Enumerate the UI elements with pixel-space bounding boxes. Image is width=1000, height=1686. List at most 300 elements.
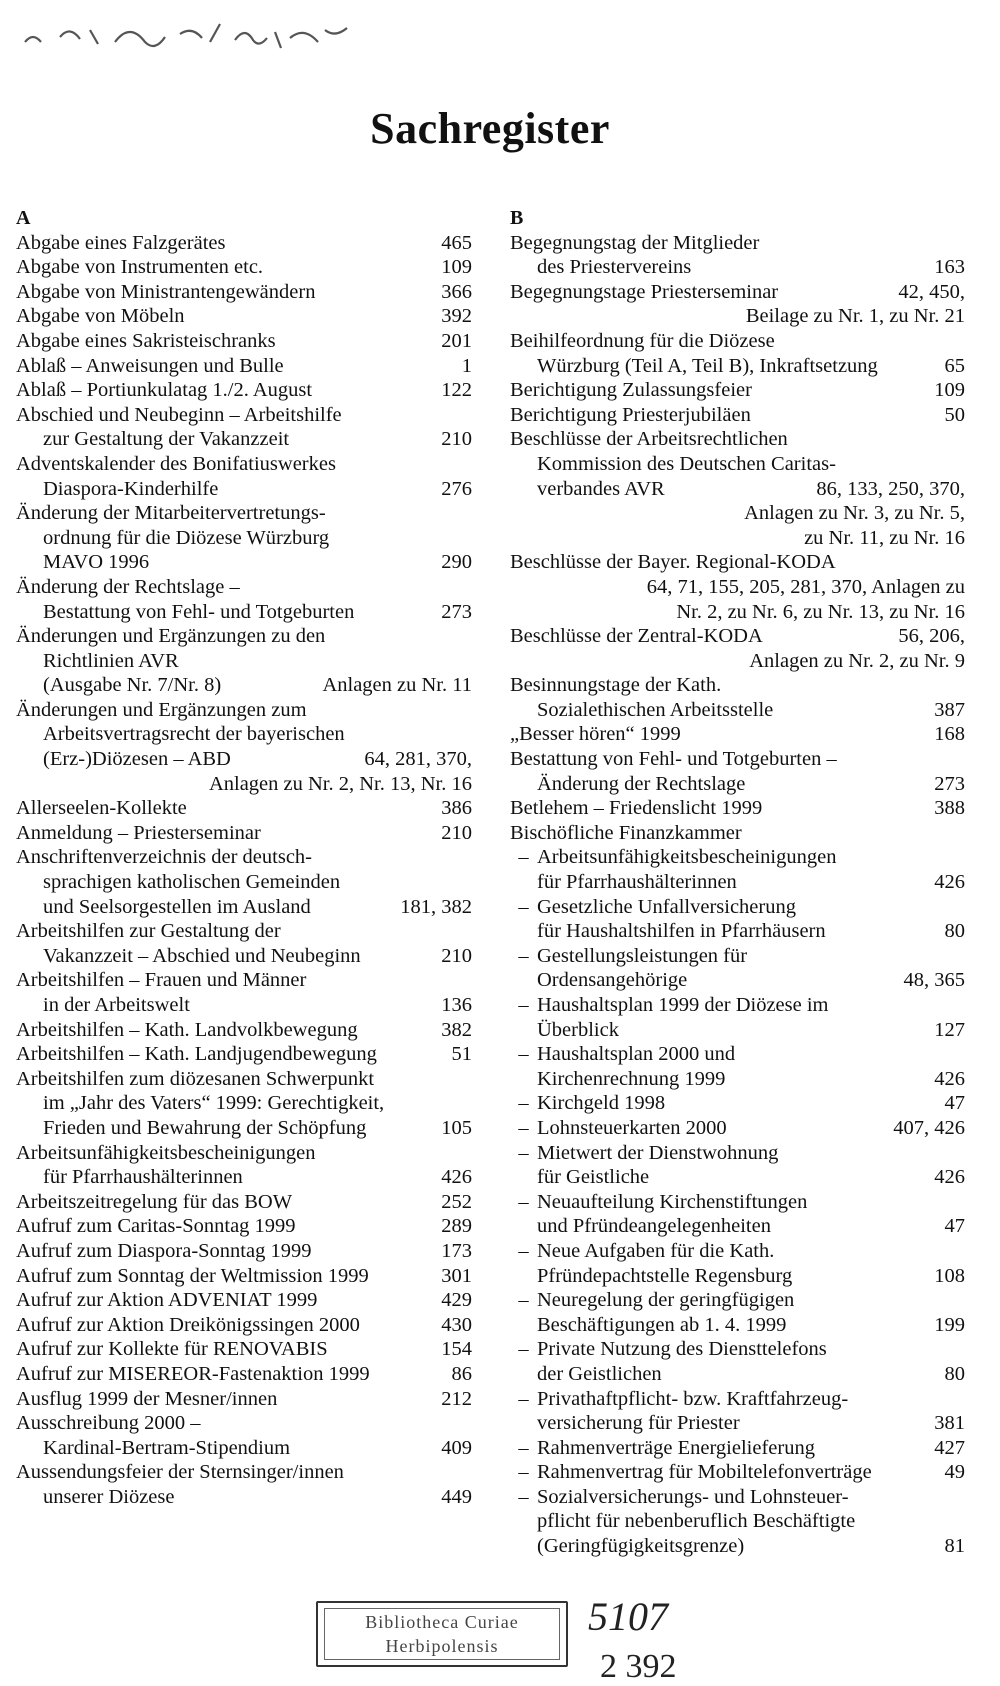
page-ref: 86, 133, 250, 370, — [816, 477, 965, 500]
entry-line — [537, 1190, 965, 1215]
entry-line — [16, 673, 472, 698]
index-entry — [16, 1214, 472, 1239]
page-ref: 136 — [441, 994, 472, 1016]
page-ref: 109 — [934, 379, 965, 402]
entry-text: Änderung der Rechtslage — [537, 772, 746, 795]
index-entry — [16, 1239, 472, 1264]
entry-text: Änderung der Mitarbeitervertretungs- — [16, 502, 326, 525]
index-entry — [16, 919, 472, 968]
handwritten-mark-2: 2 392 — [600, 1648, 677, 1685]
entry-text: Vakanzzeit – Abschied und Neubeginn — [43, 944, 361, 967]
entry-text: Änderungen und Ergänzungen zum — [16, 698, 307, 721]
page-ref: 51 — [451, 1043, 472, 1066]
entry-line — [537, 1165, 965, 1190]
page-ref: 210 — [441, 944, 472, 967]
page-ref: 429 — [441, 1289, 472, 1312]
page-ref: 382 — [441, 1018, 472, 1041]
entry-line — [537, 1141, 965, 1166]
page-ref: 290 — [441, 551, 472, 574]
entry-text: Besinnungstage der Kath. — [510, 674, 722, 697]
entry-text: Abgabe von Ministrantengewändern — [16, 280, 316, 303]
dash-marker: – — [518, 1461, 529, 1484]
entry-line — [537, 1460, 965, 1485]
entry-text: Berichtigung Zulassungsfeier — [510, 379, 752, 402]
index-entry — [510, 821, 965, 846]
entry-line — [537, 968, 965, 993]
entry-text: Gestellungsleistungen für — [537, 944, 748, 967]
sub-entry — [510, 1460, 965, 1485]
dash-marker: – — [518, 994, 529, 1016]
page-ref: 56, 206, — [898, 625, 965, 648]
entry-text: Kardinal-Bertram-Stipendium — [43, 1436, 291, 1459]
entry-line — [16, 747, 472, 772]
entry-text: Anlagen zu Nr. 2, Nr. 13, Nr. 16 — [208, 772, 472, 795]
sub-entry — [510, 1091, 965, 1116]
entry-line — [16, 919, 472, 944]
index-entry — [16, 845, 472, 919]
entry-text: Richtlinien AVR — [43, 649, 179, 672]
entry-text: MAVO 1996 — [43, 551, 150, 574]
entry-line — [510, 329, 965, 354]
sub-entry-row — [510, 993, 965, 1042]
sub-entry-body — [537, 993, 965, 1042]
entry-text: Abgabe eines Sakristeischranks — [16, 329, 276, 352]
page-ref: 276 — [441, 477, 472, 500]
page-ref: 386 — [441, 797, 472, 820]
sub-entry-row — [510, 1141, 965, 1190]
entry-line — [537, 1387, 965, 1412]
page-ref: 64, 281, 370, — [364, 748, 472, 771]
page-ref: 426 — [441, 1166, 472, 1189]
page-ref: 465 — [441, 231, 472, 254]
entry-text: Bestattung von Fehl- und Totgeburten — [43, 600, 355, 623]
entry-text: (Ausgabe Nr. 7/Nr. 8) — [43, 674, 222, 697]
entry-text: Diaspora-Kinderhilfe — [43, 477, 219, 500]
page-ref: 86 — [451, 1362, 472, 1385]
entry-text: Beschäftigungen ab 1. 4. 1999 — [537, 1313, 787, 1336]
index-entry — [16, 624, 472, 698]
entry-line — [537, 1436, 965, 1461]
entry-text: Ablaß – Portiunkulatag 1./2. August — [16, 379, 313, 402]
page-ref: 426 — [934, 1067, 965, 1090]
index-entry — [16, 280, 472, 305]
entry-line — [510, 550, 965, 575]
index-entry — [16, 1264, 472, 1289]
page-ref: 449 — [441, 1485, 472, 1508]
page-ref: 387 — [934, 698, 965, 721]
index-entry — [16, 1411, 472, 1460]
sub-entry — [510, 1239, 965, 1288]
sub-entry-row — [510, 1337, 965, 1386]
entry-line — [16, 1411, 472, 1436]
index-entry — [510, 231, 965, 280]
entry-text: und Seelsorgestellen im Ausland — [43, 895, 311, 918]
entry-text: Aufruf zum Diaspora-Sonntag 1999 — [16, 1239, 312, 1262]
entry-text: Abschied und Neubeginn – Arbeitshilfe — [16, 403, 342, 426]
sub-entry-body — [537, 1141, 965, 1190]
stamp-inner-border — [324, 1608, 560, 1660]
entry-line — [537, 1067, 965, 1092]
sub-entry-row — [510, 1190, 965, 1239]
entry-text: Mietwert der Dienstwohnung — [537, 1141, 779, 1164]
index-entry — [16, 403, 472, 452]
entry-text: Bestattung von Fehl- und Totgeburten – — [510, 748, 837, 771]
entry-text: zur Gestaltung der Vakanzzeit — [43, 428, 290, 451]
index-entry — [16, 329, 472, 354]
sub-entry-body — [537, 1485, 965, 1559]
entry-line — [16, 231, 472, 256]
page-ref: 409 — [441, 1436, 472, 1459]
entry-text: Ausschreibung 2000 – — [16, 1412, 201, 1435]
page-ref: 199 — [934, 1313, 965, 1336]
entry-line — [16, 526, 472, 551]
entry-line — [537, 1239, 965, 1264]
stamp-line-1: Bibliotheca Curiae — [365, 1612, 519, 1632]
entry-text: (Geringfügigkeitsgrenze) — [537, 1535, 745, 1558]
page-ref: 181, 382 — [400, 895, 472, 918]
entry-line — [16, 1239, 472, 1264]
entry-line — [16, 993, 472, 1018]
page-title: Sachregister — [370, 104, 610, 153]
page-ref: 50 — [944, 403, 965, 426]
entry-line — [16, 427, 472, 452]
index-entry — [510, 427, 965, 550]
entries-a — [16, 231, 472, 1510]
entry-text: versicherung für Priester — [537, 1412, 740, 1435]
page-ref: 154 — [441, 1338, 472, 1361]
entry-text: Allerseelen-Kollekte — [16, 797, 187, 820]
index-entry — [16, 1067, 472, 1141]
entry-line — [510, 526, 965, 551]
sub-entry — [510, 993, 965, 1042]
entry-text: Sozialversicherungs- und Lohnsteuer- — [537, 1485, 849, 1508]
entry-line — [510, 624, 965, 649]
entry-text: Aufruf zur Kollekte für RENOVABIS — [16, 1338, 328, 1361]
entry-text: Anmeldung – Priesterseminar — [16, 821, 261, 844]
entry-text: Gesetzliche Unfallversicherung — [537, 895, 796, 918]
index-entry — [16, 231, 472, 256]
index-entry — [16, 1337, 472, 1362]
entry-line — [16, 255, 472, 280]
index-entry — [16, 378, 472, 403]
entry-line — [16, 624, 472, 649]
entry-line — [16, 304, 472, 329]
page-ref: 212 — [441, 1387, 472, 1410]
entry-text: Aufruf zur Aktion ADVENIAT 1999 — [16, 1289, 318, 1312]
subentries-b — [510, 845, 965, 1558]
entry-text: Arbeitsunfähigkeitsbescheinigungen — [537, 846, 837, 869]
entry-text: Adventskalender des Bonifatiuswerkes — [16, 452, 336, 475]
index-entry — [16, 354, 472, 379]
dash-marker: – — [518, 1141, 529, 1164]
entry-line — [537, 845, 965, 870]
entry-line — [510, 698, 965, 723]
entry-text: Haushaltsplan 1999 der Diözese im — [537, 994, 829, 1016]
entry-text: Aufruf zur MISEREOR-Fastenaktion 1999 — [16, 1362, 370, 1385]
sub-entry-row — [510, 1239, 965, 1288]
entry-text: „Besser hören“ 1999 — [510, 723, 681, 746]
entry-text: Rahmenvertrag für Mobiltelefonverträge — [537, 1461, 872, 1484]
entry-text: Ordensangehörige — [537, 969, 688, 992]
entry-line — [16, 378, 472, 403]
entry-line — [537, 1485, 965, 1510]
sub-entry-body — [537, 1190, 965, 1239]
entry-text: Arbeitshilfen – Kath. Landvolkbewegung — [16, 1018, 358, 1041]
entry-line — [16, 600, 472, 625]
sub-entry-body — [537, 1116, 965, 1141]
entry-line — [537, 1116, 965, 1141]
entry-line — [16, 403, 472, 428]
index-entry — [16, 968, 472, 1017]
entry-text: Änderung der Rechtslage – — [16, 575, 240, 598]
dash-marker: – — [518, 895, 529, 918]
entry-line — [16, 1018, 472, 1043]
entry-line — [16, 649, 472, 674]
entries-b — [510, 231, 965, 846]
index-entry — [16, 1141, 472, 1190]
page-ref: 201 — [441, 329, 472, 352]
entry-line — [16, 1485, 472, 1510]
entry-line — [510, 403, 965, 428]
sub-entry — [510, 1288, 965, 1337]
entry-text: Überblick — [537, 1018, 619, 1041]
entry-line — [510, 600, 965, 625]
entry-line — [16, 1165, 472, 1190]
page-ref: 381 — [934, 1412, 965, 1435]
sub-entry — [510, 1141, 965, 1190]
sub-entry-row — [510, 1436, 965, 1461]
dash-marker: – — [518, 1485, 529, 1508]
entry-text: Aussendungsfeier der Sternsinger/innen — [16, 1461, 344, 1484]
dash-marker: – — [518, 1338, 529, 1361]
entry-line — [510, 575, 965, 600]
entry-line — [16, 1460, 472, 1485]
entry-text: Arbeitshilfen zum diözesanen Schwerpunkt — [16, 1067, 375, 1090]
index-entry — [510, 329, 965, 378]
index-entry — [16, 1387, 472, 1412]
entry-text: des Priestervereins — [537, 256, 692, 279]
entry-text: Begegnungstage Priesterseminar — [510, 280, 779, 303]
entry-text: Aufruf zur Aktion Dreikönigssingen 2000 — [16, 1313, 360, 1336]
entry-line — [510, 231, 965, 256]
entry-text: Kirchenrechnung 1999 — [537, 1067, 726, 1090]
sub-entry — [510, 1190, 965, 1239]
entry-text: Abgabe von Instrumenten etc. — [16, 256, 264, 279]
entry-line — [16, 1337, 472, 1362]
index-entry — [16, 1313, 472, 1338]
entry-text: verbandes AVR — [537, 477, 665, 500]
entry-line — [510, 747, 965, 772]
entry-text: Aufruf zum Sonntag der Weltmission 1999 — [16, 1264, 369, 1287]
entry-text: pflicht für nebenberuflich Beschäftigte — [537, 1510, 856, 1533]
page-ref: 42, 450, — [898, 280, 965, 303]
entry-line — [537, 895, 965, 920]
entry-line — [16, 280, 472, 305]
entry-text: in der Arbeitswelt — [43, 994, 190, 1016]
index-entry — [16, 1018, 472, 1043]
page-ref: 108 — [934, 1264, 965, 1287]
entry-text: Begegnungstag der Mitglieder — [510, 231, 760, 254]
sub-entry-body — [537, 895, 965, 944]
index-entry — [16, 501, 472, 575]
page-ref: 210 — [441, 821, 472, 844]
sub-entry-row — [510, 845, 965, 894]
entry-line — [537, 1337, 965, 1362]
entry-line — [16, 821, 472, 846]
page-ref: 392 — [441, 305, 472, 328]
index-entry — [510, 673, 965, 722]
stamp-line-2: Herbipolensis — [385, 1636, 499, 1656]
entry-line — [16, 845, 472, 870]
entry-line — [537, 919, 965, 944]
entry-line — [16, 1190, 472, 1215]
entry-text: Neuaufteilung Kirchenstiftungen — [537, 1190, 808, 1213]
entry-line — [510, 255, 965, 280]
entry-text: Anlagen zu Nr. 3, zu Nr. 5, — [744, 502, 965, 525]
page-ref: 252 — [441, 1190, 472, 1213]
entry-text: Beschlüsse der Arbeitsrechtlichen — [510, 428, 788, 451]
entry-text: Arbeitshilfen zur Gestaltung der — [16, 920, 281, 943]
sub-entry-body — [537, 1460, 965, 1485]
entry-line — [510, 280, 965, 305]
entry-line — [537, 1534, 965, 1559]
entry-text: unserer Diözese — [43, 1485, 175, 1508]
dash-marker: – — [518, 846, 529, 869]
page-ref: 49 — [944, 1461, 965, 1484]
entry-text: Arbeitszeitregelung für das BOW — [16, 1190, 293, 1213]
sub-entry-body — [537, 1436, 965, 1461]
dash-marker: – — [518, 1190, 529, 1213]
entry-line — [16, 796, 472, 821]
entry-line — [537, 1288, 965, 1313]
entry-line — [16, 722, 472, 747]
sub-entry-row — [510, 1116, 965, 1141]
sub-entry-body — [537, 1091, 965, 1116]
entry-line — [16, 1313, 472, 1338]
entry-text: Arbeitsunfähigkeitsbescheinigungen — [16, 1141, 316, 1164]
entry-line — [510, 477, 965, 502]
index-entry — [510, 550, 965, 624]
entry-text: Betlehem – Friedenslicht 1999 — [510, 797, 763, 820]
entry-line — [16, 329, 472, 354]
dash-marker: – — [518, 1289, 529, 1312]
page-ref: Anlagen zu Nr. 11 — [322, 674, 472, 697]
entry-line — [537, 1264, 965, 1289]
entry-line — [16, 1362, 472, 1387]
entry-line — [16, 477, 472, 502]
entry-text: Arbeitshilfen – Frauen und Männer — [16, 969, 307, 992]
library-stamp — [316, 1601, 568, 1667]
entry-line — [510, 649, 965, 674]
index-entry — [510, 378, 965, 403]
entry-line — [16, 1387, 472, 1412]
page-ref: 80 — [944, 1362, 965, 1385]
entry-line — [537, 870, 965, 895]
page-ref: 47 — [944, 1215, 965, 1238]
sub-entry — [510, 845, 965, 894]
sub-entry-body — [537, 944, 965, 993]
entry-text: sprachigen katholischen Gemeinden — [43, 871, 341, 894]
sub-entry-row — [510, 1042, 965, 1091]
page-ref: 173 — [441, 1239, 472, 1262]
entry-line — [537, 1362, 965, 1387]
sub-entry-row — [510, 1460, 965, 1485]
entry-line — [16, 968, 472, 993]
entry-text: Änderungen und Ergänzungen zu den — [16, 625, 326, 648]
entry-line — [537, 1091, 965, 1116]
entry-text: Beihilfeordnung für die Diözese — [510, 329, 775, 352]
entry-text: Rahmenverträge Energielieferung — [537, 1436, 815, 1459]
sub-entry-body — [537, 1387, 965, 1436]
page-ref: 426 — [934, 871, 965, 894]
entry-line — [16, 575, 472, 600]
index-column-a — [16, 206, 472, 1509]
index-entry — [16, 304, 472, 329]
page-ref: 80 — [944, 920, 965, 943]
dash-marker: – — [518, 1387, 529, 1410]
entry-text: Kommission des Deutschen Caritas- — [537, 452, 836, 475]
entry-line — [510, 427, 965, 452]
entry-text: Berichtigung Priesterjubiläen — [510, 403, 751, 426]
entry-line — [16, 944, 472, 969]
entry-line — [16, 1042, 472, 1067]
page-ref: 163 — [934, 256, 965, 279]
entry-line — [510, 378, 965, 403]
entry-line — [510, 304, 965, 329]
dash-marker: – — [518, 1436, 529, 1459]
page-ref: 48, 365 — [903, 969, 965, 992]
index-entry — [510, 747, 965, 796]
page-ref: 366 — [441, 280, 472, 303]
entry-text: Haushaltsplan 2000 und — [537, 1043, 736, 1066]
sub-entry-body — [537, 1042, 965, 1091]
sub-entry — [510, 1337, 965, 1386]
entry-line — [16, 698, 472, 723]
page-ref: 1 — [461, 354, 472, 377]
index-entry — [16, 1190, 472, 1215]
entry-text: Beilage zu Nr. 1, zu Nr. 21 — [745, 305, 965, 328]
page-ref: 273 — [934, 772, 965, 795]
entry-line — [16, 501, 472, 526]
entry-text: Nr. 2, zu Nr. 6, zu Nr. 13, zu Nr. 16 — [676, 600, 965, 623]
entry-text: für Haushaltshilfen in Pfarrhäusern — [537, 920, 826, 943]
index-entry — [16, 698, 472, 796]
entry-text: für Geistliche — [537, 1166, 650, 1189]
sub-entry-body — [537, 1337, 965, 1386]
index-entry — [16, 796, 472, 821]
entry-line — [510, 796, 965, 821]
index-entry — [510, 624, 965, 673]
entry-line — [16, 1067, 472, 1092]
sub-entry — [510, 895, 965, 944]
page-ref: 65 — [944, 354, 965, 377]
entry-text: (Erz-)Diözesen – ABD — [43, 748, 231, 771]
entry-line — [16, 895, 472, 920]
entry-text: im „Jahr des Vaters“ 1999: Gerechtigkeit, — [43, 1092, 385, 1115]
page-ref: 105 — [441, 1116, 472, 1139]
entry-text: Frieden und Bewahrung der Schöpfung — [43, 1116, 367, 1139]
entry-line — [510, 772, 965, 797]
page-ref: 81 — [944, 1535, 965, 1558]
page-ref: 122 — [441, 379, 472, 402]
sub-entry-row — [510, 1387, 965, 1436]
page-ref: 301 — [441, 1264, 472, 1287]
entry-line — [537, 1042, 965, 1067]
sub-entry-row — [510, 1485, 965, 1559]
entry-text: ordnung für die Diözese Würzburg — [43, 526, 330, 549]
entry-line — [16, 772, 472, 797]
sub-entry — [510, 1042, 965, 1091]
